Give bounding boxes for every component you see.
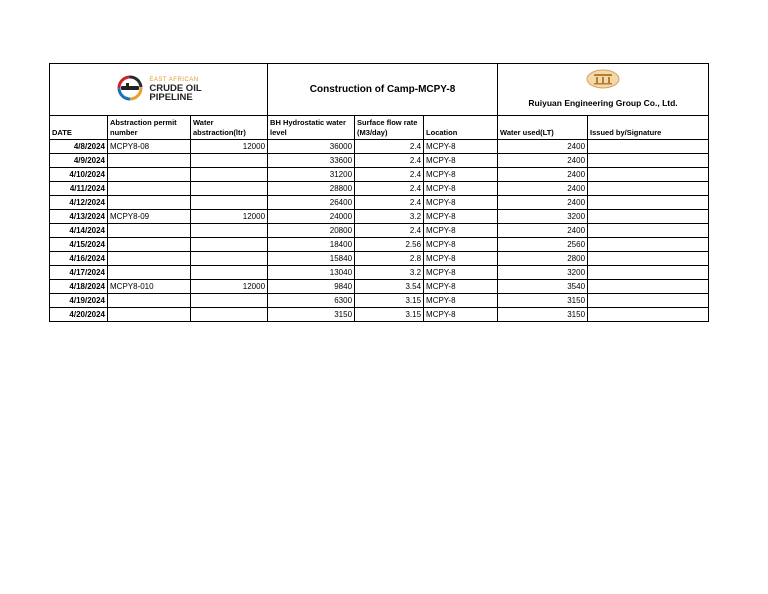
- cell-abstraction: 12000: [191, 210, 268, 224]
- cell-water-used: 2800: [498, 252, 588, 266]
- cell-flow-rate: 2.4: [355, 154, 424, 168]
- cell-permit: [108, 154, 191, 168]
- cell-permit: MCPY8-09: [108, 210, 191, 224]
- cell-bh-level: 3150: [268, 308, 355, 322]
- cell-permit: [108, 266, 191, 280]
- cell-abstraction: [191, 252, 268, 266]
- cell-location: MCPY-8: [424, 280, 498, 294]
- cell-flow-rate: 2.4: [355, 182, 424, 196]
- cell-permit: [108, 196, 191, 210]
- table-row: [50, 252, 709, 266]
- ruiyuan-logo-icon: [586, 82, 620, 91]
- cell-water-used: 2560: [498, 238, 588, 252]
- logo-tagline: EAST AFRICAN: [149, 77, 199, 83]
- cell-issued-by: [588, 182, 709, 196]
- cell-bh-level: 28800: [268, 182, 355, 196]
- company-cell: [498, 64, 709, 116]
- cell-bh-level: 24000: [268, 210, 355, 224]
- cell-bh-level: 13040: [268, 266, 355, 280]
- cell-issued-by: [588, 196, 709, 210]
- cell-issued-by: [588, 252, 709, 266]
- col-header-water-used: Water used(LT): [498, 116, 588, 140]
- cell-date: 4/12/2024: [50, 196, 108, 210]
- cell-flow-rate: 3.15: [355, 308, 424, 322]
- cell-date: 4/19/2024: [50, 294, 108, 308]
- cell-permit: [108, 168, 191, 182]
- col-header-issued-by: Issued by/Signature: [588, 116, 709, 140]
- cell-date: 4/8/2024: [50, 140, 108, 154]
- cell-date: 4/13/2024: [50, 210, 108, 224]
- cell-location: MCPY-8: [424, 168, 498, 182]
- cell-flow-rate: 2.8: [355, 252, 424, 266]
- cell-abstraction: [191, 196, 268, 210]
- cell-water-used: 2400: [498, 168, 588, 182]
- cell-abstraction: [191, 224, 268, 238]
- col-header-flow-rate: Surface flow rate (M3/day): [355, 116, 424, 140]
- cell-flow-rate: 2.4: [355, 196, 424, 210]
- cell-permit: [108, 182, 191, 196]
- cell-date: 4/16/2024: [50, 252, 108, 266]
- cell-location: MCPY-8: [424, 224, 498, 238]
- table-row: [50, 308, 709, 322]
- cell-date: 4/17/2024: [50, 266, 108, 280]
- logo-name-line2: PIPELINE: [149, 92, 193, 103]
- cell-water-used: 3150: [498, 294, 588, 308]
- cell-permit: [108, 224, 191, 238]
- cell-water-used: 2400: [498, 196, 588, 210]
- cell-issued-by: [588, 168, 709, 182]
- cell-bh-level: 9840: [268, 280, 355, 294]
- cell-issued-by: [588, 266, 709, 280]
- cell-water-used: 3200: [498, 266, 588, 280]
- cell-date: 4/20/2024: [50, 308, 108, 322]
- cell-abstraction: [191, 266, 268, 280]
- water-log-table: [49, 63, 709, 322]
- cell-water-used: 2400: [498, 154, 588, 168]
- cell-flow-rate: 2.56: [355, 238, 424, 252]
- cell-location: MCPY-8: [424, 196, 498, 210]
- col-header-date: DATE: [50, 116, 108, 140]
- table-row: [50, 238, 709, 252]
- cell-permit: [108, 238, 191, 252]
- cell-issued-by: [588, 280, 709, 294]
- cell-location: MCPY-8: [424, 210, 498, 224]
- cell-bh-level: 26400: [268, 196, 355, 210]
- cell-water-used: 2400: [498, 224, 588, 238]
- table-row: [50, 196, 709, 210]
- cell-location: MCPY-8: [424, 182, 498, 196]
- cell-permit: MCPY8-08: [108, 140, 191, 154]
- table-row: [50, 154, 709, 168]
- eacop-logo-icon: [115, 75, 145, 105]
- cell-date: 4/15/2024: [50, 238, 108, 252]
- col-header-bh-level: BH Hydrostatic water level: [268, 116, 355, 140]
- cell-water-used: 3200: [498, 210, 588, 224]
- col-header-location: Location: [424, 116, 498, 140]
- cell-flow-rate: 3.2: [355, 266, 424, 280]
- table-row: [50, 168, 709, 182]
- cell-flow-rate: 2.4: [355, 168, 424, 182]
- cell-water-used: 3540: [498, 280, 588, 294]
- cell-location: MCPY-8: [424, 252, 498, 266]
- cell-issued-by: [588, 154, 709, 168]
- cell-location: MCPY-8: [424, 140, 498, 154]
- cell-water-used: 3150: [498, 308, 588, 322]
- logo-cell: [50, 64, 268, 116]
- table-row: [50, 294, 709, 308]
- table-row: [50, 280, 709, 294]
- cell-location: MCPY-8: [424, 308, 498, 322]
- header-banner: [50, 64, 709, 116]
- cell-bh-level: 36000: [268, 140, 355, 154]
- cell-location: MCPY-8: [424, 238, 498, 252]
- table-row: [50, 266, 709, 280]
- cell-bh-level: 15840: [268, 252, 355, 266]
- cell-flow-rate: 2.4: [355, 224, 424, 238]
- cell-date: 4/9/2024: [50, 154, 108, 168]
- cell-issued-by: [588, 294, 709, 308]
- water-log-sheet: [49, 63, 708, 322]
- cell-flow-rate: 3.54: [355, 280, 424, 294]
- table-row: [50, 224, 709, 238]
- cell-date: 4/18/2024: [50, 280, 108, 294]
- cell-bh-level: 6300: [268, 294, 355, 308]
- cell-date: 4/10/2024: [50, 168, 108, 182]
- cell-abstraction: [191, 154, 268, 168]
- cell-flow-rate: 3.15: [355, 294, 424, 308]
- cell-abstraction: [191, 182, 268, 196]
- eacop-logo: [115, 75, 201, 105]
- cell-abstraction: 12000: [191, 280, 268, 294]
- column-header-row: [50, 116, 709, 140]
- cell-flow-rate: 2.4: [355, 140, 424, 154]
- cell-location: MCPY-8: [424, 266, 498, 280]
- col-header-abstraction: Water abstraction(ltr): [191, 116, 268, 140]
- cell-bh-level: 31200: [268, 168, 355, 182]
- cell-issued-by: [588, 140, 709, 154]
- table-row: [50, 182, 709, 196]
- cell-permit: MCPY8-010: [108, 280, 191, 294]
- cell-location: MCPY-8: [424, 154, 498, 168]
- table-row: [50, 140, 709, 154]
- cell-abstraction: [191, 294, 268, 308]
- cell-flow-rate: 3.2: [355, 210, 424, 224]
- cell-water-used: 2400: [498, 182, 588, 196]
- cell-abstraction: [191, 168, 268, 182]
- cell-permit: [108, 294, 191, 308]
- cell-location: MCPY-8: [424, 294, 498, 308]
- cell-abstraction: [191, 308, 268, 322]
- logo-name-line1: CRUDE OIL: [149, 83, 202, 94]
- cell-bh-level: 18400: [268, 238, 355, 252]
- company-name: Ruiyuan Engineering Group Co., Ltd.: [528, 98, 678, 108]
- cell-issued-by: [588, 224, 709, 238]
- col-header-permit: Abstraction permit number: [108, 116, 191, 140]
- table-row: [50, 210, 709, 224]
- cell-permit: [108, 308, 191, 322]
- cell-issued-by: [588, 308, 709, 322]
- cell-abstraction: 12000: [191, 140, 268, 154]
- cell-date: 4/11/2024: [50, 182, 108, 196]
- cell-issued-by: [588, 210, 709, 224]
- cell-permit: [108, 252, 191, 266]
- cell-date: 4/14/2024: [50, 224, 108, 238]
- cell-issued-by: [588, 238, 709, 252]
- cell-bh-level: 20800: [268, 224, 355, 238]
- project-title: Construction of Camp-MCPY-8: [268, 64, 498, 116]
- cell-abstraction: [191, 238, 268, 252]
- cell-bh-level: 33600: [268, 154, 355, 168]
- cell-water-used: 2400: [498, 140, 588, 154]
